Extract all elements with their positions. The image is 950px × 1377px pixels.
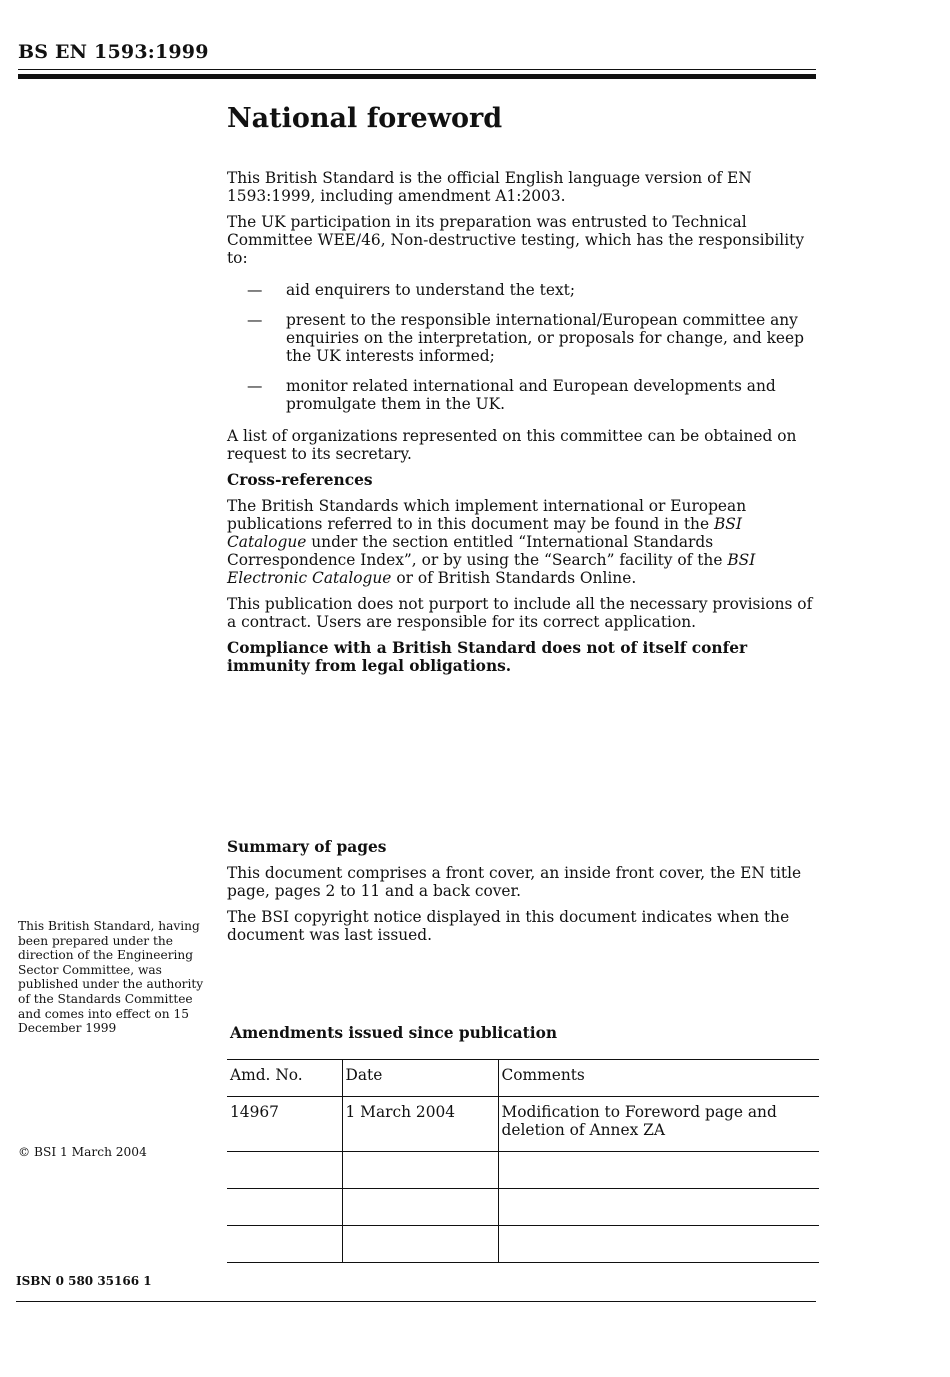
text-span: or of British Standards Online. bbox=[391, 569, 637, 587]
footer-rule bbox=[16, 1301, 816, 1302]
document-id: BS EN 1593:1999 bbox=[18, 41, 209, 63]
cell-date bbox=[342, 1189, 498, 1226]
page-title: National foreword bbox=[227, 103, 503, 134]
intro-paragraph-1: This British Standard is the official English language version of EN 1593:1999, including amendment A1:2003. bbox=[227, 169, 752, 205]
cell-date: 1 March 2004 bbox=[342, 1097, 498, 1152]
text-span: The British Standards which implement international or European publications referred to in this document may be found in the bbox=[227, 497, 747, 533]
cross-references-paragraph bbox=[227, 497, 819, 587]
bsi-electronic-catalogue-title: BSI Electronic Catalogue bbox=[227, 551, 756, 587]
table-row bbox=[227, 1152, 819, 1189]
header-date: Date bbox=[342, 1060, 498, 1097]
cell-amd-no bbox=[227, 1226, 342, 1263]
table-header-row bbox=[227, 1060, 819, 1097]
cell-date bbox=[342, 1226, 498, 1263]
list-item-text: monitor related international and European developments and promulgate them in the UK. bbox=[286, 377, 776, 413]
list-item-text: present to the responsible international/European committee any enquiries on the interpretation, or proposals for change, and keep the UK interests informed; bbox=[286, 311, 804, 365]
header-comments: Comments bbox=[498, 1060, 819, 1097]
header-amd-no: Amd. No. bbox=[227, 1060, 342, 1097]
header-rule-thin bbox=[18, 69, 816, 70]
foreword-body bbox=[227, 169, 819, 683]
summary-paragraph-1: This document comprises a front cover, an inside front cover, the EN title page, pages 2 to 11 and a back cover. bbox=[227, 864, 802, 900]
dash-marker: — bbox=[247, 281, 263, 299]
bsi-catalogue-title: BSI Catalogue bbox=[227, 515, 742, 551]
cell-comments bbox=[498, 1226, 819, 1263]
cell-comments bbox=[498, 1189, 819, 1226]
header-rule-thick bbox=[18, 74, 816, 79]
cell-comments bbox=[498, 1152, 819, 1189]
amendments-caption: Amendments issued since publication bbox=[230, 1024, 558, 1042]
list-item bbox=[227, 311, 819, 365]
summary-heading: Summary of pages bbox=[227, 838, 387, 856]
cross-references-heading: Cross-references bbox=[227, 471, 373, 489]
summary-section bbox=[227, 838, 819, 952]
table-row bbox=[227, 1189, 819, 1226]
summary-paragraph-2: The BSI copyright notice displayed in this document indicates when the document was last issued. bbox=[227, 908, 790, 944]
authority-note: This British Standard, having been prepared under the direction of the Engineering Sector Committee, was published under the authority of the Standards Committee and comes into effect on 15 December 1999 bbox=[18, 919, 204, 1036]
cell-comments: Modification to Foreword page and deletion of Annex ZA bbox=[498, 1097, 819, 1152]
list-item-text: aid enquirers to understand the text; bbox=[286, 281, 576, 299]
copyright-notice: © BSI 1 March 2004 bbox=[18, 1145, 147, 1159]
committee-list-paragraph: A list of organizations represented on this committee can be obtained on request to its secretary. bbox=[227, 427, 797, 463]
intro-paragraph-2: The UK participation in its preparation was entrusted to Technical Committee WEE/46, Non-destructive testing, which has the responsibility to: bbox=[227, 213, 805, 267]
isbn: ISBN 0 580 35166 1 bbox=[16, 1274, 152, 1288]
dash-marker: — bbox=[247, 311, 263, 329]
compliance-statement: Compliance with a British Standard does not of itself confer immunity from legal obligations. bbox=[227, 639, 748, 675]
list-item bbox=[227, 281, 819, 299]
dash-marker: — bbox=[247, 377, 263, 395]
cell-amd-no: 14967 bbox=[227, 1097, 342, 1152]
cell-date bbox=[342, 1152, 498, 1189]
cell-amd-no bbox=[227, 1189, 342, 1226]
table-row bbox=[227, 1226, 819, 1263]
contract-paragraph: This publication does not purport to include all the necessary provisions of a contract. Users are responsible for its correct application. bbox=[227, 595, 813, 631]
cell-amd-no bbox=[227, 1152, 342, 1189]
text-span: under the section entitled “International Standards Correspondence Index”, or by using the “Search” facility of the bbox=[227, 533, 728, 569]
amendments-table bbox=[227, 1059, 819, 1263]
table-row bbox=[227, 1097, 819, 1152]
responsibility-list bbox=[227, 281, 819, 413]
list-item bbox=[227, 377, 819, 413]
